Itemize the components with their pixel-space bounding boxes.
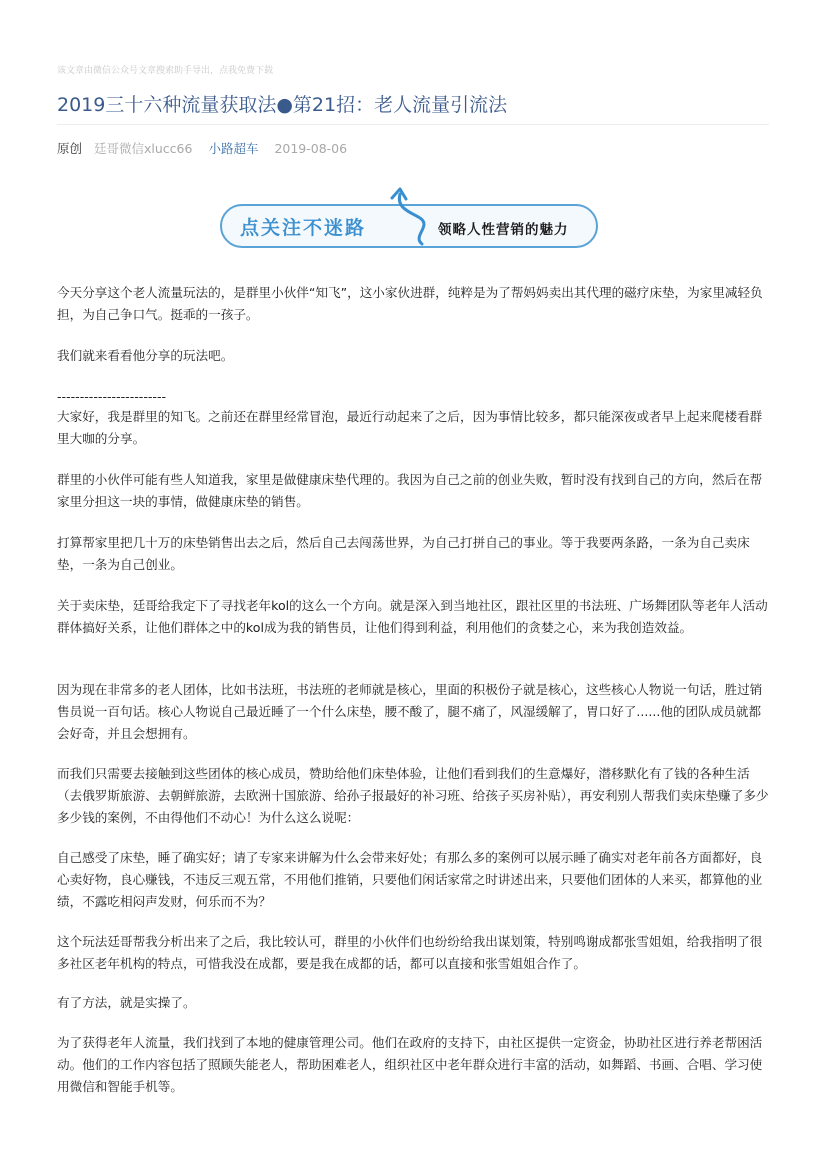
paragraph: 大家好，我是群里的知飞。之前还在群里经常冒泡，最近行动起来了之后，因为事情比较多，都只能深夜或者早上起来爬楼看群里大咖的分享。 — [57, 409, 763, 446]
export-note-link[interactable]: 该文章由微信公众号文章搜索助手导出，点我免费下载 — [57, 66, 274, 76]
paragraph: 关于卖床垫，廷哥给我定下了寻找老年kol的这么一个方向。就是深入到当地社区，跟社区里的书法班、广场舞团队等老年人活动群体搞好关系，让他们群体之中的kol成为我的销售员，让他们得到利益，利用他们的贪婪之心，来为我创造效益。 — [57, 598, 768, 635]
publish-date: 2019-08-06 — [274, 141, 348, 156]
article-title: 2019三十六种流量获取法●第21招：老人流量引流法 — [57, 94, 508, 116]
paragraph: 为了获得老年人流量，我们找到了本地的健康管理公司。他们在政府的支持下，由社区提供一定资金，协助社区进行养老帮困活动。他们的工作内容包括了照顾失能老人，帮助困难老人，组织社区中老年群众进行丰富的活动，如舞蹈、书画、合唱、学习使用微信和智能手机等。 — [57, 1035, 763, 1094]
paragraph: 今天分享这个老人流量玩法的，是群里小伙伴“知飞”，这小家伙进群，纯粹是为了帮妈妈卖出其代理的磁疗床垫，为家里减轻负担，为自己争口气。挺乖的一孩子。 — [57, 285, 763, 322]
title-divider — [57, 124, 769, 125]
divider-dashes: ------------------------ — [57, 389, 167, 404]
paragraph: 我们就来看看他分享的玩法吧。 — [57, 348, 234, 363]
paragraph: 因为现在非常多的老人团体，比如书法班，书法班的老师就是核心，里面的积极份子就是核心，这些核心人物说一句话，胜过销售员说一百句话。核心人物说自己最近睡了一个什么床垫，腰不酸了，腿不痛了，风湿缓解了，胃口好了......他的团队成员就都会好奇，并且会想拥有。 — [57, 682, 763, 741]
banner-right-text: 领略人性营销的魅力 — [438, 222, 569, 238]
follow-banner — [218, 186, 602, 252]
paragraph: 而我们只需要去接触到这些团体的核心成员，赞助给他们床垫体验，让他们看到我们的生意爆好，潜移默化有了钱的各种生活（去俄罗斯旅游、去朝鲜旅游，去欧洲十国旅游、给孙子报最好的补习班、给孩子买房补贴），再安利别人帮我们卖床垫赚了多少多少钱的案例，不由得他们不动心！为什么这么说呢： — [57, 766, 769, 825]
banner-left-text: 点关注不迷路 — [240, 217, 367, 239]
account-link[interactable]: 小路超车 — [208, 141, 259, 156]
paragraph: 群里的小伙伴可能有些人知道我，家里是做健康床垫代理的。我因为自己之前的创业失败，暂时没有找到自己的方向，然后在帮家里分担这一块的事情，做健康床垫的销售。 — [57, 472, 763, 509]
swirl-arrow-icon — [382, 186, 434, 252]
original-label: 原创 — [57, 141, 83, 156]
paragraph: 打算帮家里把几十万的床垫销售出去之后，然后自己去闯荡世界，为自己打拼自己的事业。等于我要两条路，一条为自己卖床垫，一条为自己创业。 — [57, 535, 750, 572]
article-meta — [57, 141, 347, 157]
paragraph: 这个玩法廷哥帮我分析出来了之后，我比较认可，群里的小伙伴们也纷纷给我出谋划策，特别鸣谢成都张雪姐姐，给我指明了很多社区老年机构的特点，可惜我没在成都，要是我在成都的话，都可以直接和张雪姐姐合作了。 — [57, 934, 763, 971]
author-name: 廷哥微信xlucc66 — [94, 141, 193, 156]
paragraph: 有了方法，就是实操了。 — [57, 995, 196, 1010]
paragraph: 自己感受了床垫，睡了确实好；请了专家来讲解为什么会带来好处；有那么多的案例可以展示睡了确实对老年前各方面都好，良心卖好物，良心赚钱，不违反三观五常，不用他们推销，只要他们闲话家常之时讲述出来，只要他们团体的人来买，都算他的业绩，不露吃相闷声发财，何乐而不为？ — [57, 850, 763, 909]
